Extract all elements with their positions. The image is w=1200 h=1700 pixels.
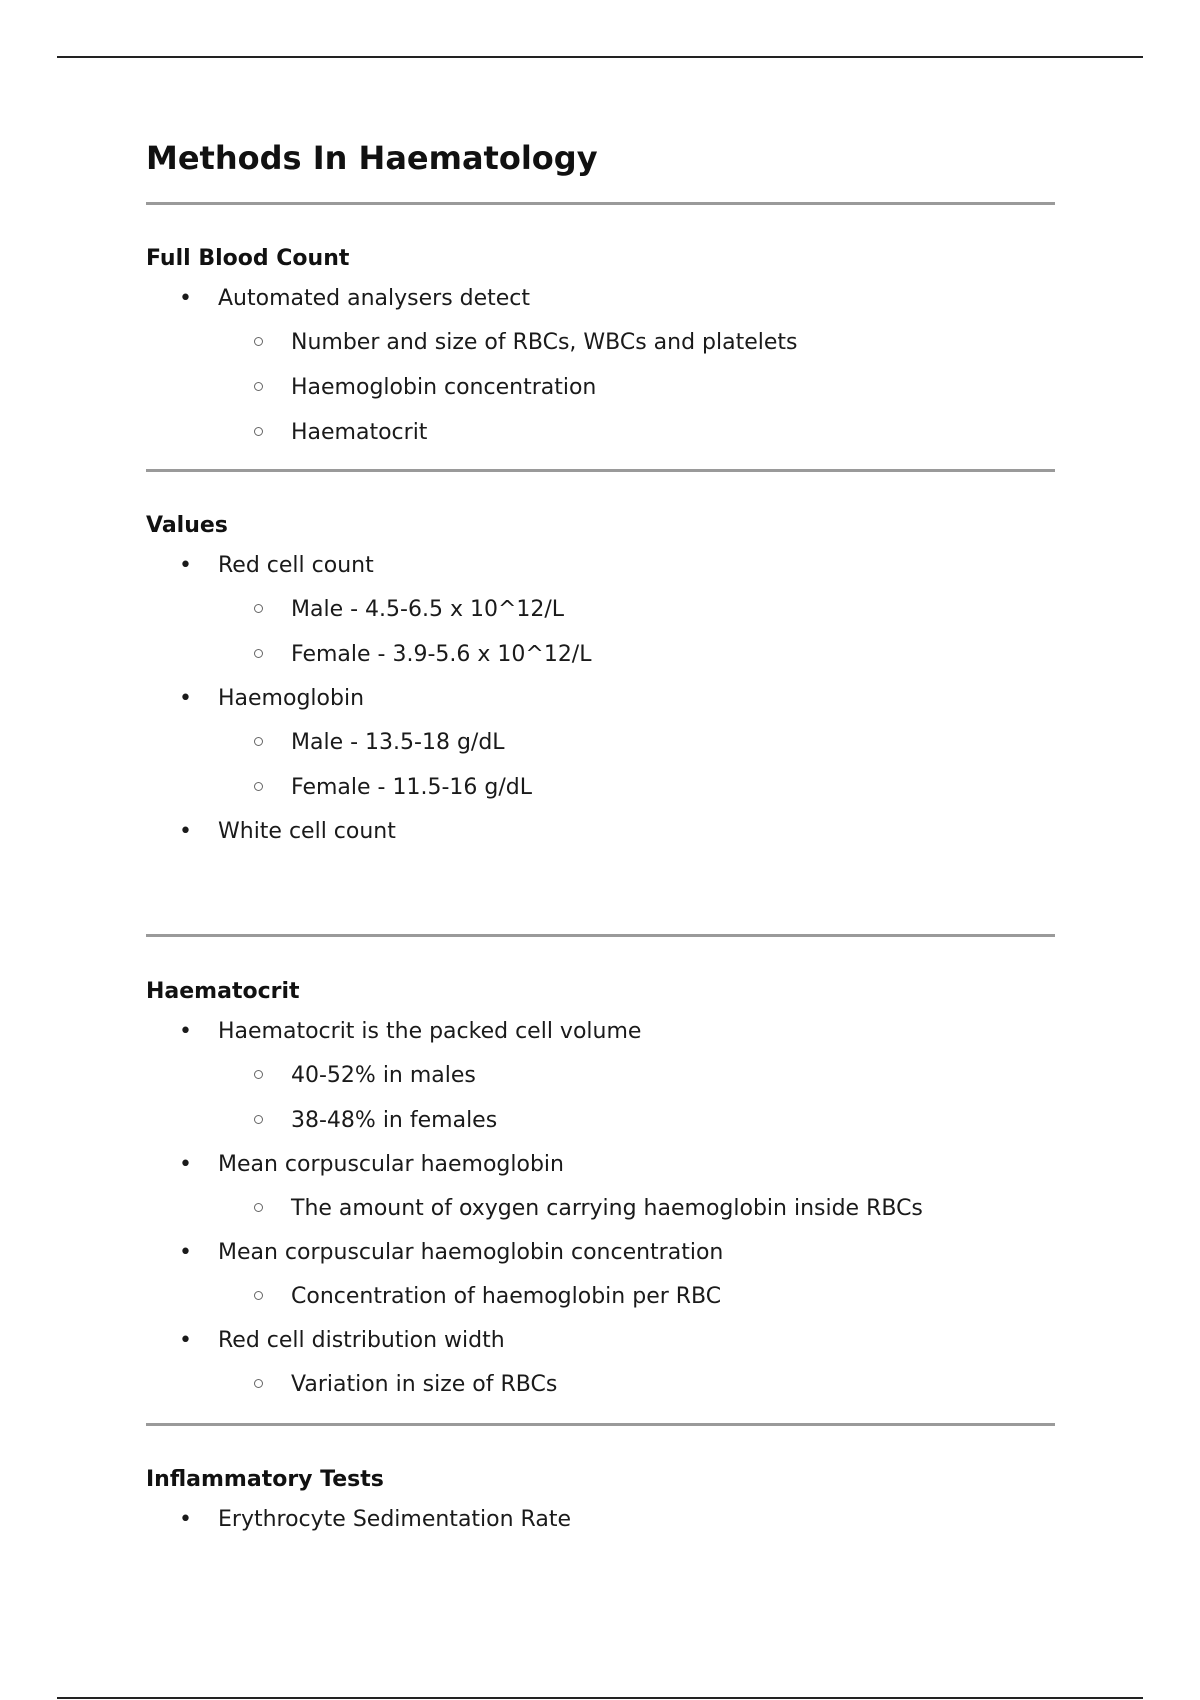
sub-list bbox=[218, 729, 1055, 802]
item-text: Mean corpuscular haemoglobin concentration bbox=[218, 1240, 724, 1265]
circle-bullet-icon bbox=[254, 1070, 263, 1079]
section-values bbox=[146, 512, 1055, 846]
sub-item-text: Female - 3.9-5.6 x 10^12/L bbox=[291, 642, 592, 667]
sub-item-text: Female - 11.5-16 g/dL bbox=[291, 775, 532, 800]
sub-list-item bbox=[146, 641, 1055, 669]
circle-bullet-icon bbox=[254, 382, 263, 391]
page-bottom-rule bbox=[57, 1697, 1143, 1699]
sub-list-item bbox=[146, 729, 1055, 757]
sub-list bbox=[218, 1062, 1055, 1135]
list-item bbox=[146, 552, 1055, 669]
item-text: Haematocrit is the packed cell volume bbox=[218, 1019, 642, 1044]
circle-bullet-icon bbox=[254, 427, 263, 436]
page-title: Methods In Haematology bbox=[146, 139, 598, 177]
circle-bullet-icon bbox=[254, 337, 263, 346]
sub-item-text: Concentration of haemoglobin per RBC bbox=[291, 1284, 722, 1309]
bullet-icon: • bbox=[179, 1328, 192, 1353]
list-item bbox=[146, 685, 1055, 802]
item-text: White cell count bbox=[218, 819, 396, 844]
section-divider bbox=[146, 469, 1055, 472]
section-divider bbox=[146, 1423, 1055, 1426]
list-item bbox=[146, 1018, 1055, 1135]
list-item bbox=[146, 1151, 1055, 1223]
section-divider bbox=[146, 202, 1055, 205]
sub-item-text: Number and size of RBCs, WBCs and platelets bbox=[291, 330, 798, 355]
circle-bullet-icon bbox=[254, 1291, 263, 1300]
sub-list-item bbox=[146, 374, 1055, 402]
bullet-icon: • bbox=[179, 286, 192, 311]
sub-list bbox=[218, 596, 1055, 669]
circle-bullet-icon bbox=[254, 604, 263, 613]
sub-list-item bbox=[146, 1371, 1055, 1399]
bullet-list bbox=[146, 285, 1055, 447]
circle-bullet-icon bbox=[254, 1203, 263, 1212]
circle-bullet-icon bbox=[254, 1379, 263, 1388]
sub-item-text: Haemoglobin concentration bbox=[291, 375, 597, 400]
item-text: Red cell distribution width bbox=[218, 1328, 505, 1353]
bullet-icon: • bbox=[179, 686, 192, 711]
section-divider bbox=[146, 934, 1055, 937]
circle-bullet-icon bbox=[254, 1115, 263, 1124]
sub-list-item bbox=[146, 1107, 1055, 1135]
page-top-rule bbox=[57, 56, 1143, 58]
sub-item-text: Haematocrit bbox=[291, 420, 428, 445]
item-text: Haemoglobin bbox=[218, 686, 365, 711]
sub-list-item bbox=[146, 1283, 1055, 1311]
item-text: Red cell count bbox=[218, 553, 374, 578]
bullet-icon: • bbox=[179, 553, 192, 578]
section-heading: Haematocrit bbox=[146, 979, 300, 1004]
sub-list bbox=[218, 1371, 1055, 1399]
sub-list bbox=[218, 329, 1055, 447]
section-full-blood-count bbox=[146, 245, 1055, 447]
sub-list-item bbox=[146, 774, 1055, 802]
sub-list bbox=[218, 1283, 1055, 1311]
bullet-icon: • bbox=[179, 1240, 192, 1265]
bullet-icon: • bbox=[179, 1507, 192, 1532]
sub-list-item bbox=[146, 329, 1055, 357]
list-item bbox=[146, 1327, 1055, 1399]
bullet-icon: • bbox=[179, 819, 192, 844]
list-item bbox=[146, 818, 1055, 846]
item-text: Automated analysers detect bbox=[218, 286, 531, 311]
circle-bullet-icon bbox=[254, 782, 263, 791]
sub-item-text: Male - 13.5-18 g/dL bbox=[291, 730, 505, 755]
sub-item-text: Variation in size of RBCs bbox=[291, 1372, 558, 1397]
bullet-icon: • bbox=[179, 1019, 192, 1044]
circle-bullet-icon bbox=[254, 649, 263, 658]
sub-item-text: 40-52% in males bbox=[291, 1063, 476, 1088]
item-text: Erythrocyte Sedimentation Rate bbox=[218, 1507, 571, 1532]
bullet-icon: • bbox=[179, 1152, 192, 1177]
section-heading: Inflammatory Tests bbox=[146, 1467, 384, 1492]
circle-bullet-icon bbox=[254, 737, 263, 746]
section-haematocrit bbox=[146, 978, 1055, 1399]
sub-list-item bbox=[146, 1195, 1055, 1223]
list-item bbox=[146, 1239, 1055, 1311]
section-inflammatory-tests bbox=[146, 1466, 1055, 1534]
bullet-list bbox=[146, 1018, 1055, 1399]
sub-list-item bbox=[146, 1062, 1055, 1090]
sub-item-text: Male - 4.5-6.5 x 10^12/L bbox=[291, 597, 565, 622]
section-heading: Values bbox=[146, 513, 228, 538]
sub-list-item bbox=[146, 419, 1055, 447]
sub-list bbox=[218, 1195, 1055, 1223]
list-item bbox=[146, 1506, 1055, 1534]
item-text: Mean corpuscular haemoglobin bbox=[218, 1152, 564, 1177]
sub-list-item bbox=[146, 596, 1055, 624]
sub-item-text: 38-48% in females bbox=[291, 1108, 498, 1133]
bullet-list bbox=[146, 1506, 1055, 1534]
list-item bbox=[146, 285, 1055, 447]
sub-item-text: The amount of oxygen carrying haemoglobin inside RBCs bbox=[291, 1196, 923, 1221]
section-heading: Full Blood Count bbox=[146, 246, 350, 271]
bullet-list bbox=[146, 552, 1055, 846]
